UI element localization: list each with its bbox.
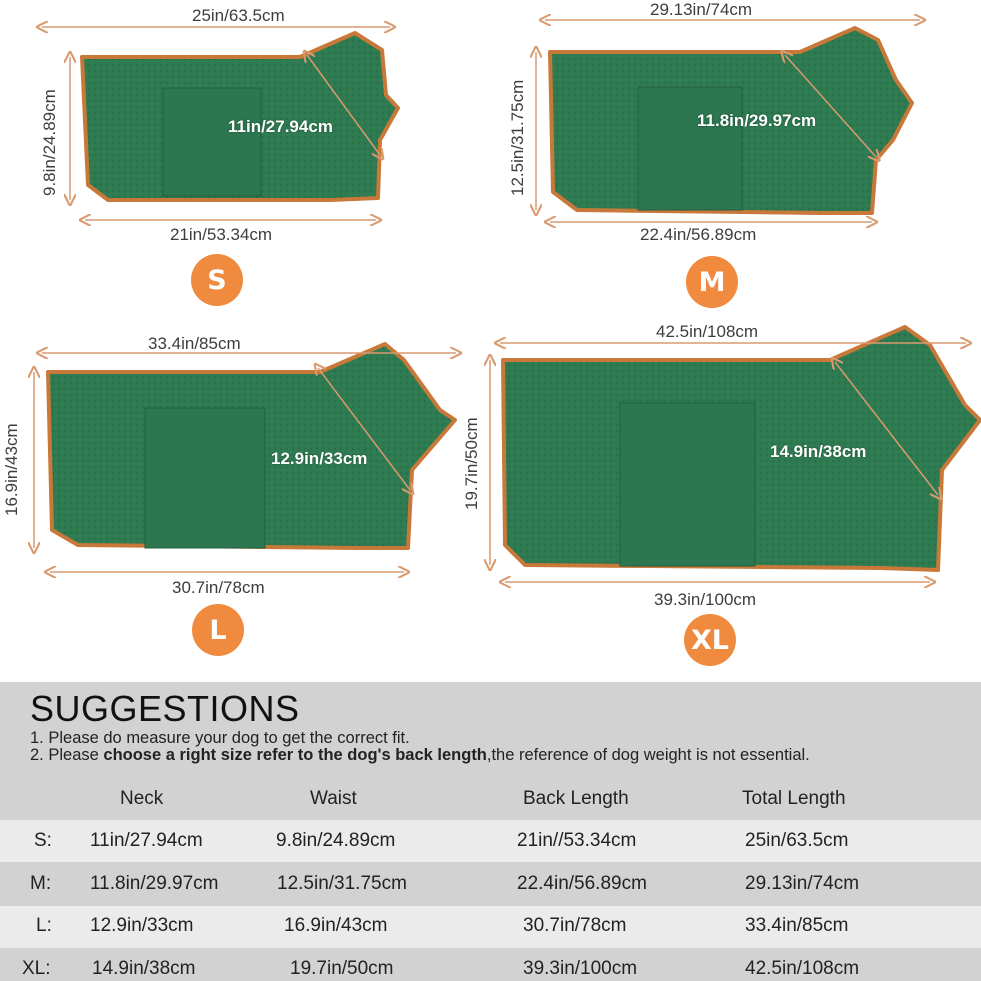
garment-xl xyxy=(503,327,980,570)
xl-top-length: 42.5in/108cm xyxy=(656,322,759,341)
table-row-s xyxy=(0,820,981,862)
row-neck: 11.8in/29.97cm xyxy=(90,873,219,894)
row-size: S: xyxy=(34,830,52,851)
xl-neck-measure: 14.9in/38cm xyxy=(770,442,867,461)
row-back: 30.7in/78cm xyxy=(523,915,627,936)
m-neck-measure: 11.8in/29.97cm xyxy=(697,111,817,130)
suggestion-line-2: 2. Please choose a right size refer to the dog's back length,the reference of dog weight is not essential. xyxy=(30,746,810,764)
size-badge-xl: XL xyxy=(684,614,736,666)
suggestion-emphasis: choose a right size refer to the dog's back length xyxy=(103,746,487,764)
row-total: 29.13in/74cm xyxy=(745,873,860,894)
row-back: 22.4in/56.89cm xyxy=(517,873,647,894)
garment-l xyxy=(48,344,455,548)
s-neck-measure: 11in/27.94cm xyxy=(228,117,333,136)
xl-bottom-length: 39.3in/100cm xyxy=(654,590,757,609)
row-waist: 19.7in/50cm xyxy=(290,958,394,979)
row-total: 33.4in/85cm xyxy=(745,915,849,936)
m-top-length: 29.13in/74cm xyxy=(650,0,753,19)
row-total: 42.5in/108cm xyxy=(745,958,860,979)
row-total: 25in/63.5cm xyxy=(745,830,849,851)
m-bottom-length: 22.4in/56.89cm xyxy=(640,225,757,244)
table-row-xl xyxy=(0,949,981,981)
row-back: 39.3in/100cm xyxy=(523,958,638,979)
size-badge-s: S xyxy=(191,254,243,306)
l-top-length: 33.4in/85cm xyxy=(148,334,241,353)
header-neck: Neck xyxy=(120,788,164,809)
row-neck: 12.9in/33cm xyxy=(90,915,194,936)
l-bottom-length: 30.7in/78cm xyxy=(172,578,265,597)
m-side-height: 12.5in/31.75cm xyxy=(508,79,527,196)
row-size: M: xyxy=(30,873,52,894)
header-waist: Waist xyxy=(310,788,357,809)
row-back: 21in//53.34cm xyxy=(517,830,637,851)
header-total-length: Total Length xyxy=(742,788,846,809)
row-waist: 9.8in/24.89cm xyxy=(276,830,396,851)
suggestions-title: SUGGESTIONS xyxy=(30,688,300,729)
s-side-height: 9.8in/24.89cm xyxy=(40,89,59,196)
row-neck: 11in/27.94cm xyxy=(90,830,203,851)
row-neck: 14.9in/38cm xyxy=(92,958,196,979)
row-waist: 12.5in/31.75cm xyxy=(277,873,407,894)
header-back-length: Back Length xyxy=(523,788,629,809)
table-header-row xyxy=(0,775,981,819)
table-row-l xyxy=(0,906,981,948)
size-badge-m: M xyxy=(686,256,738,308)
row-size: XL: xyxy=(22,958,51,979)
suggestion-line-1: 1. Please do measure your dog to get the correct fit. xyxy=(30,729,410,747)
row-waist: 16.9in/43cm xyxy=(284,915,388,936)
xl-side-height: 19.7in/50cm xyxy=(462,417,481,510)
size-badge-l: L xyxy=(192,604,244,656)
s-top-length: 25in/63.5cm xyxy=(192,6,285,25)
table-row-m xyxy=(0,863,981,905)
l-neck-measure: 12.9in/33cm xyxy=(271,449,368,468)
row-size: L: xyxy=(36,915,52,936)
s-bottom-length: 21in/53.34cm xyxy=(170,225,273,244)
l-side-height: 16.9in/43cm xyxy=(2,423,21,516)
